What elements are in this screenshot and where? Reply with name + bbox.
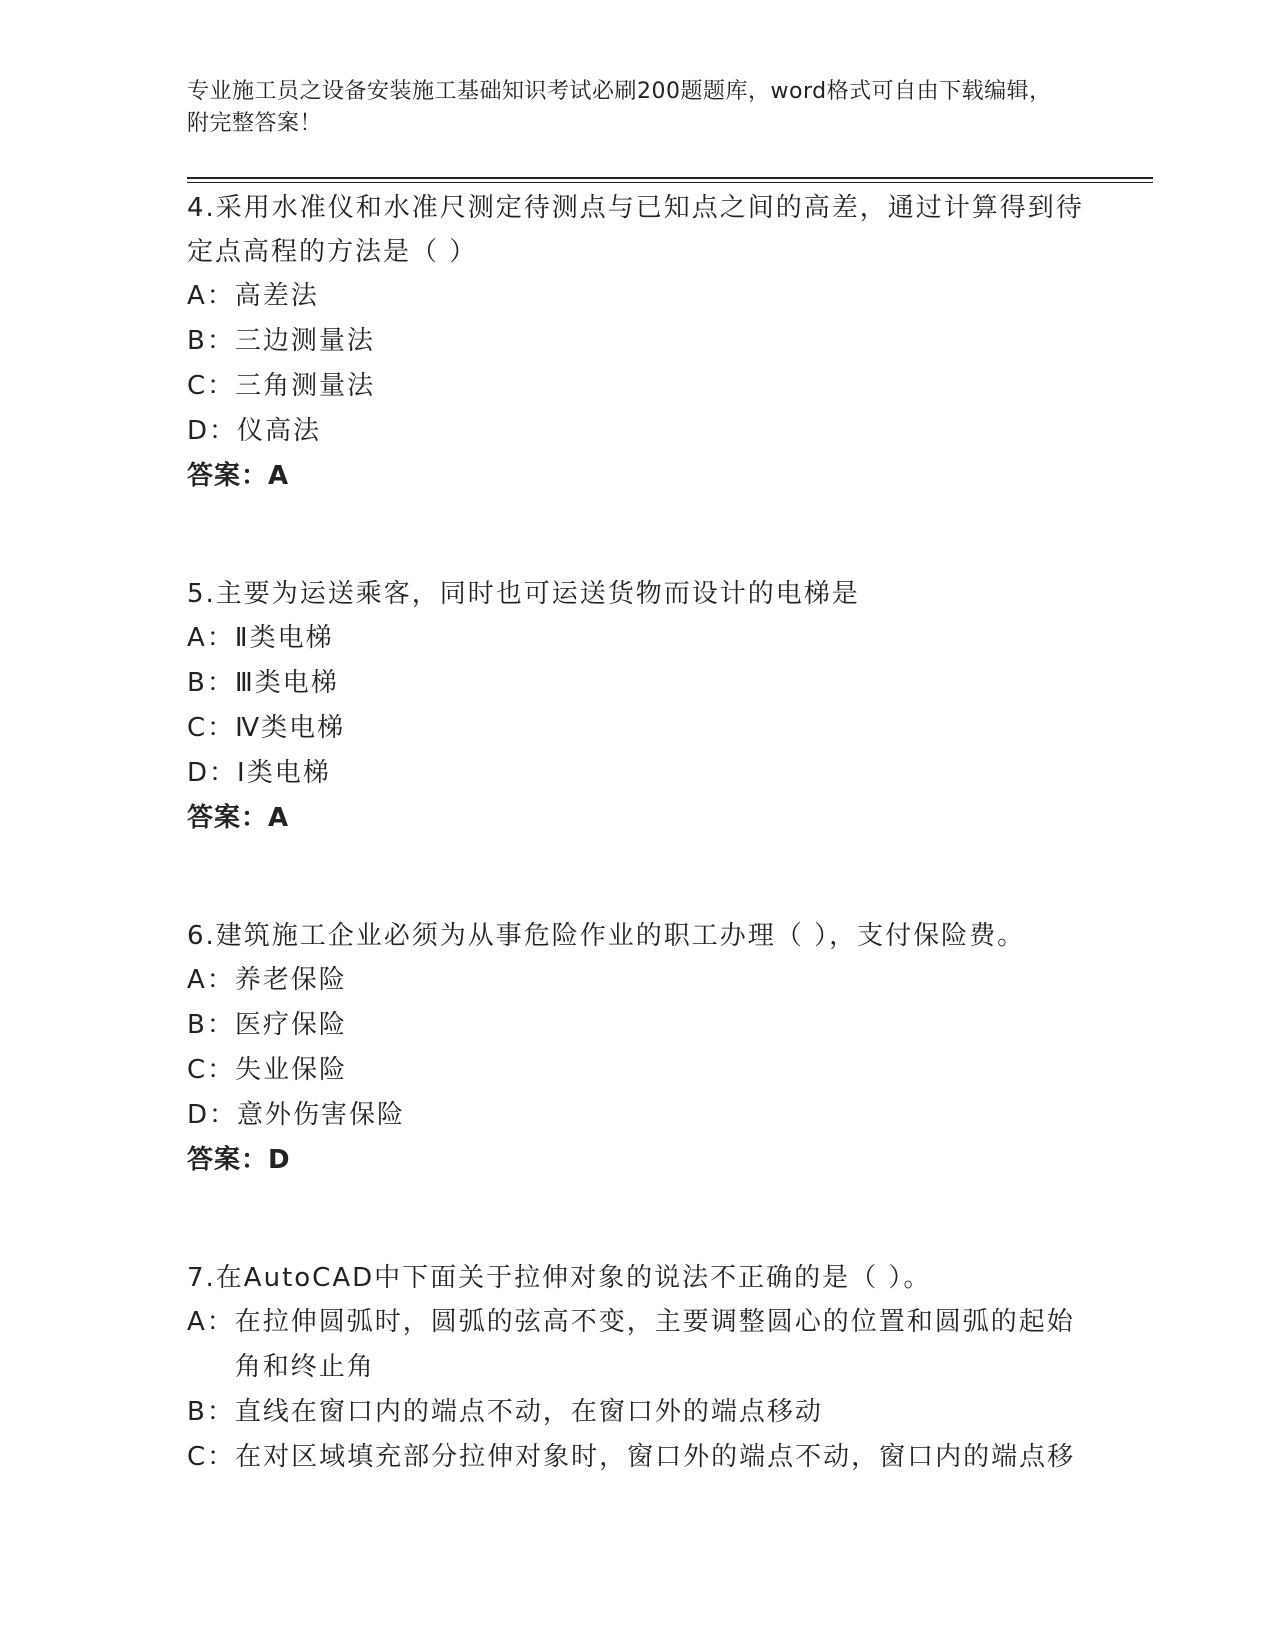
option-letter: D： bbox=[187, 1100, 238, 1130]
option-c bbox=[187, 706, 1087, 751]
option-a bbox=[187, 1300, 1087, 1390]
question-text: 6.建筑施工企业必须为从事危险作业的职工办理（ ），支付保险费。 bbox=[187, 921, 1026, 951]
question-5 bbox=[187, 572, 1087, 840]
option-text: 医疗保险 bbox=[234, 1010, 347, 1040]
option-letter: C： bbox=[187, 371, 236, 401]
option-text: 仪高法 bbox=[237, 416, 322, 446]
question-list bbox=[187, 186, 1087, 1480]
option-b bbox=[187, 661, 1087, 706]
option-b bbox=[187, 1003, 1087, 1048]
option-letter: B： bbox=[187, 1397, 235, 1427]
option-d bbox=[187, 751, 1087, 796]
document-header: 专业施工员之设备安装施工基础知识考试必刷200题题库，word格式可自由下载编辑，附完整答案！ bbox=[187, 79, 1052, 136]
option-text: 直线在窗口内的端点不动，在窗口外的端点移动 bbox=[234, 1397, 823, 1427]
answer-line: 答案：A bbox=[187, 461, 290, 491]
option-letter: A： bbox=[187, 281, 235, 311]
answer-line: 答案：D bbox=[187, 1145, 291, 1175]
question-7 bbox=[187, 1256, 1087, 1480]
question-text: 4.采用水准仪和水准尺测定待测点与已知点之间的高差，通过计算得到待定点高程的方法是（ ） bbox=[187, 193, 1084, 267]
option-text: 失业保险 bbox=[235, 1055, 348, 1085]
option-text: Ⅳ类电梯 bbox=[235, 713, 346, 743]
answer-line: 答案：A bbox=[187, 803, 290, 833]
option-d bbox=[187, 1093, 1087, 1138]
question-6 bbox=[187, 914, 1087, 1182]
option-letter: D： bbox=[187, 416, 238, 446]
question-text: 5.主要为运送乘客，同时也可运送货物而设计的电梯是 bbox=[187, 579, 860, 609]
option-text: 三角测量法 bbox=[235, 371, 376, 401]
header-divider-thin bbox=[187, 182, 1153, 183]
option-text: 高差法 bbox=[234, 281, 319, 311]
option-text: 在对区域填充部分拉伸对象时，窗口外的端点不动，窗口内的端点移 bbox=[235, 1442, 1076, 1472]
option-text: 养老保险 bbox=[234, 965, 347, 995]
option-letter: D： bbox=[187, 758, 238, 788]
option-c bbox=[187, 1435, 1087, 1480]
option-a bbox=[187, 958, 1087, 1003]
option-letter: B： bbox=[187, 1010, 235, 1040]
option-d bbox=[187, 409, 1087, 454]
option-letter: A： bbox=[187, 623, 235, 653]
spacer bbox=[187, 840, 1087, 914]
option-letter: B： bbox=[187, 326, 235, 356]
question-text: 7.在AutoCAD中下面关于拉伸对象的说法不正确的是（ ）。 bbox=[187, 1263, 932, 1293]
option-text: 三边测量法 bbox=[234, 326, 375, 356]
option-text: Ⅲ类电梯 bbox=[234, 668, 339, 698]
option-b bbox=[187, 1390, 1087, 1435]
option-text: 意外伤害保险 bbox=[237, 1100, 406, 1130]
option-letter: C： bbox=[187, 713, 236, 743]
option-c bbox=[187, 364, 1087, 409]
option-letter: A： bbox=[187, 1307, 235, 1337]
option-letter: A： bbox=[187, 965, 235, 995]
option-a bbox=[187, 274, 1087, 319]
option-letter: C： bbox=[187, 1442, 236, 1472]
option-a bbox=[187, 616, 1087, 661]
option-b bbox=[187, 319, 1087, 364]
option-text: Ⅱ类电梯 bbox=[234, 623, 334, 653]
spacer bbox=[187, 1182, 1087, 1256]
header-divider-thick bbox=[187, 177, 1153, 179]
question-4 bbox=[187, 186, 1087, 498]
spacer bbox=[187, 498, 1087, 572]
option-letter: B： bbox=[187, 668, 235, 698]
option-c bbox=[187, 1048, 1087, 1093]
option-text: 在拉伸圆弧时，圆弧的弦高不变，主要调整圆心的位置和圆弧的起始角和终止角 bbox=[234, 1307, 1075, 1382]
option-letter: C： bbox=[187, 1055, 236, 1085]
option-text: Ⅰ类电梯 bbox=[237, 758, 331, 788]
